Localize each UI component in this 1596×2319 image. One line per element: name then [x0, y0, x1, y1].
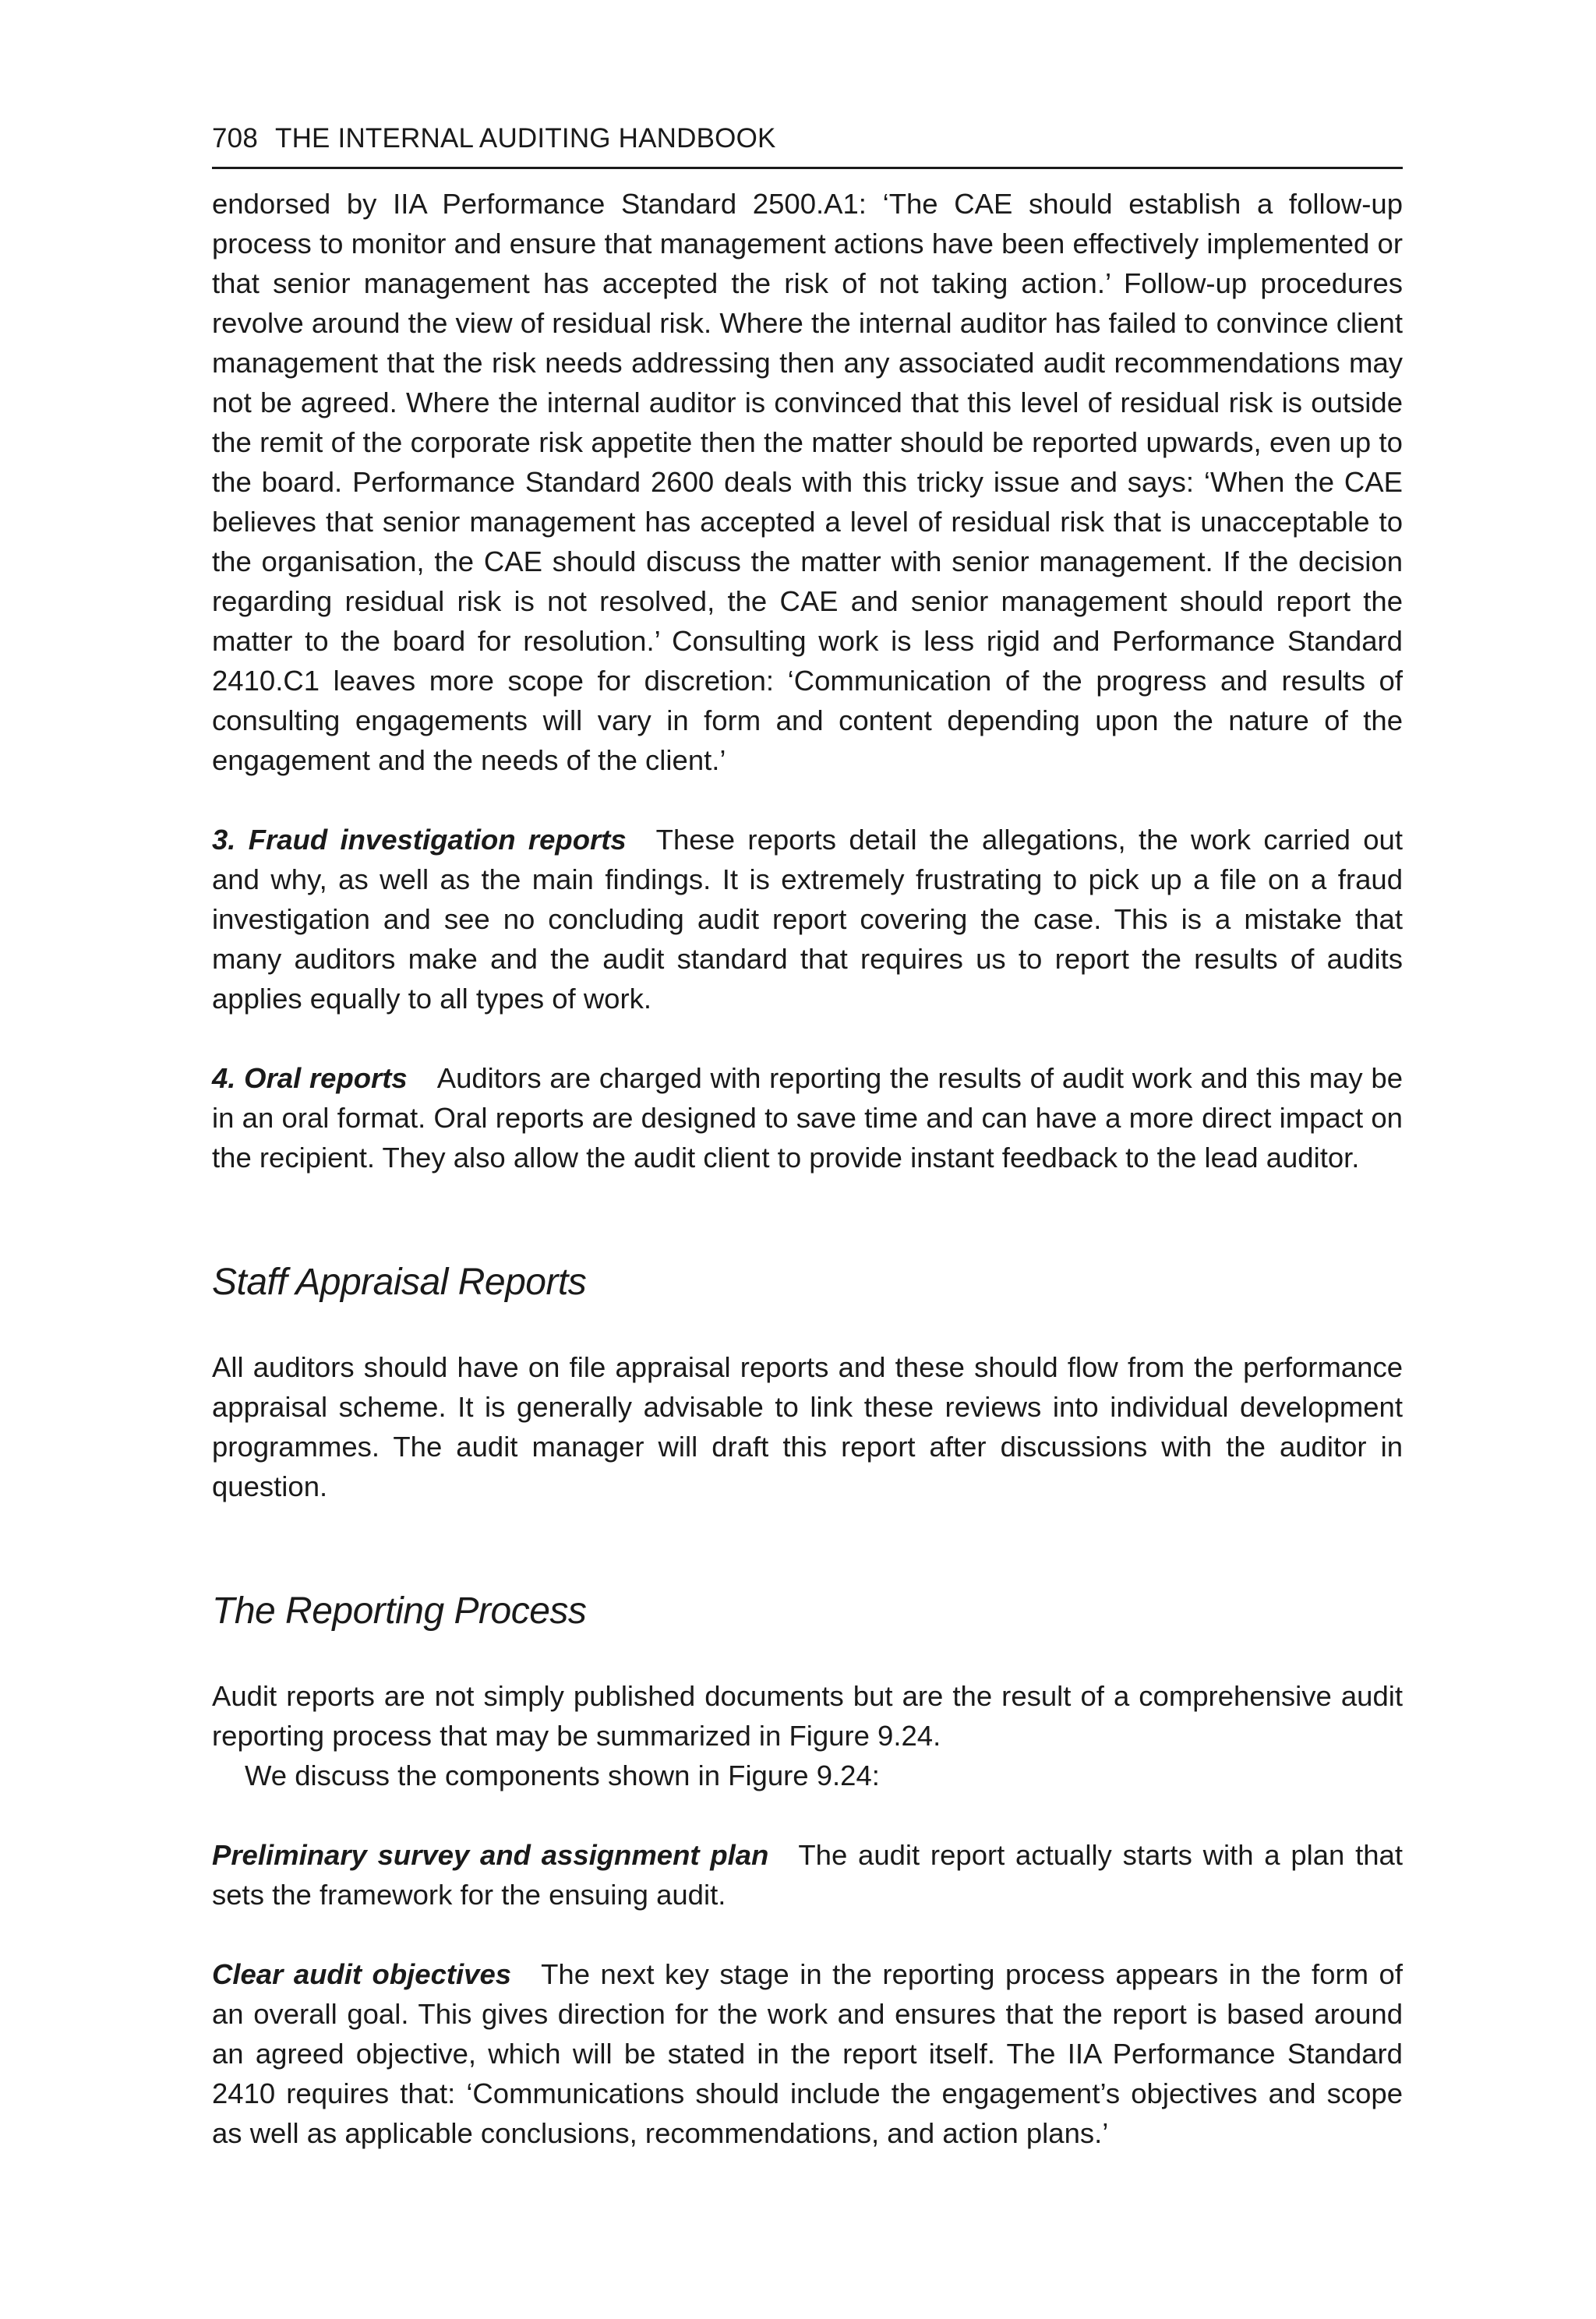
spacer [212, 1795, 1403, 1835]
section-heading-staff-appraisal: Staff Appraisal Reports [212, 1262, 587, 1303]
running-header [212, 117, 1403, 169]
run-in-heading-oral: 4. Oral reports [212, 1062, 408, 1094]
spacer [212, 780, 1403, 820]
paragraph-text: These reports detail the allegations, the work carried out and why, as well as the main findings. It is extremely frustrating to pick up a file on a fraud investigation and see no concluding audit report covering the case. This is a mistake that many auditors make and the audit standard that requires us to report the results of audits applies equally to all types of work. [212, 824, 1404, 1015]
run-in-heading-preliminary: Preliminary survey and assignment plan [212, 1839, 769, 1871]
spacer [212, 1177, 1403, 1259]
paragraph-text: The audit report actually starts with a plan that sets the framework for the ensuing audit. [212, 1839, 1403, 1911]
paragraph-text: The next key stage in the reporting process appears in the form of an overall goal. This gives direction for the work and ensures that the report is based around an agreed objective, which will be stated in the report itself. The IIA Performance Standard 2410 requires that: ‘Communications should include the engagement’s objectives and scope as well as applicable conclusions, recommendations, and action plans.’ [212, 1958, 1403, 2149]
spacer [212, 1635, 1403, 1676]
spacer [212, 1915, 1403, 1954]
book-page [212, 117, 1403, 2153]
run-in-heading-fraud: 3. Fraud investigation reports [212, 824, 627, 856]
spacer [212, 1018, 1403, 1058]
page-number: 708 [212, 123, 258, 154]
page-content [212, 184, 1403, 2153]
paragraph-follow-up: endorsed by IIA Performance Standard 2500.A1: ‘The CAE should establish a follow-up process to monitor and ensure that management actions have been effectively implemented or that senior management has accepted the risk of not taking action.’ Follow-up procedures revolve around the view of residual risk. Where the internal auditor has failed to convince client management that the risk needs addressing then any associated audit recommendations may not be agreed. Where the internal auditor is convinced that this level of residual risk is outside the remit of the corporate risk appetite then the matter should be reported upwards, even up to the board. Performance Standard 2600 deals with this tricky issue and says: ‘When the CAE believes that senior management has accepted a level of residual risk that is unacceptable to the organisation, the CAE should discuss the matter with senior management. If the decision regarding residual risk is not resolved, the CAE and senior management should report the matter to the board for resolution.’ Consulting work is less rigid and Performance Standard 2410.C1 leaves more scope for discretion: ‘Communication of the progress and results of consulting engagements will vary in form and content depending upon the nature of the engagement and the needs of the client.’ [212, 188, 1403, 776]
paragraph-audit-objectives [212, 1954, 1403, 2153]
paragraph-reporting-process: Audit reports are not simply published documents but are the result of a comprehensive audit reporting process that may be summarized in Figure 9.24. [212, 1680, 1403, 1752]
paragraph-components: We discuss the components shown in Figure 9.24: [245, 1760, 880, 1791]
paragraph-fraud-reports [212, 820, 1403, 1018]
paragraph-preliminary-survey [212, 1835, 1403, 1915]
running-title: THE INTERNAL AUDITING HANDBOOK [275, 123, 776, 154]
run-in-heading-objectives: Clear audit objectives [212, 1958, 512, 1990]
section-heading-reporting-process: The Reporting Process [212, 1590, 587, 1632]
spacer [212, 1306, 1403, 1347]
spacer [212, 1506, 1403, 1588]
paragraph-appraisal: All auditors should have on file appraisal reports and these should flow from the performance appraisal scheme. It is generally advisable to link these reviews into individual development programmes. The audit manager will draft this report after discussions with the auditor in question. [212, 1351, 1403, 1502]
paragraph-oral-reports [212, 1058, 1403, 1177]
paragraph-text: Auditors are charged with reporting the results of audit work and this may be in an oral format. Oral reports are designed to save time and can have a more direct impact on the recipient. They also allow the audit client to provide instant feedback to the lead auditor. [212, 1062, 1403, 1174]
